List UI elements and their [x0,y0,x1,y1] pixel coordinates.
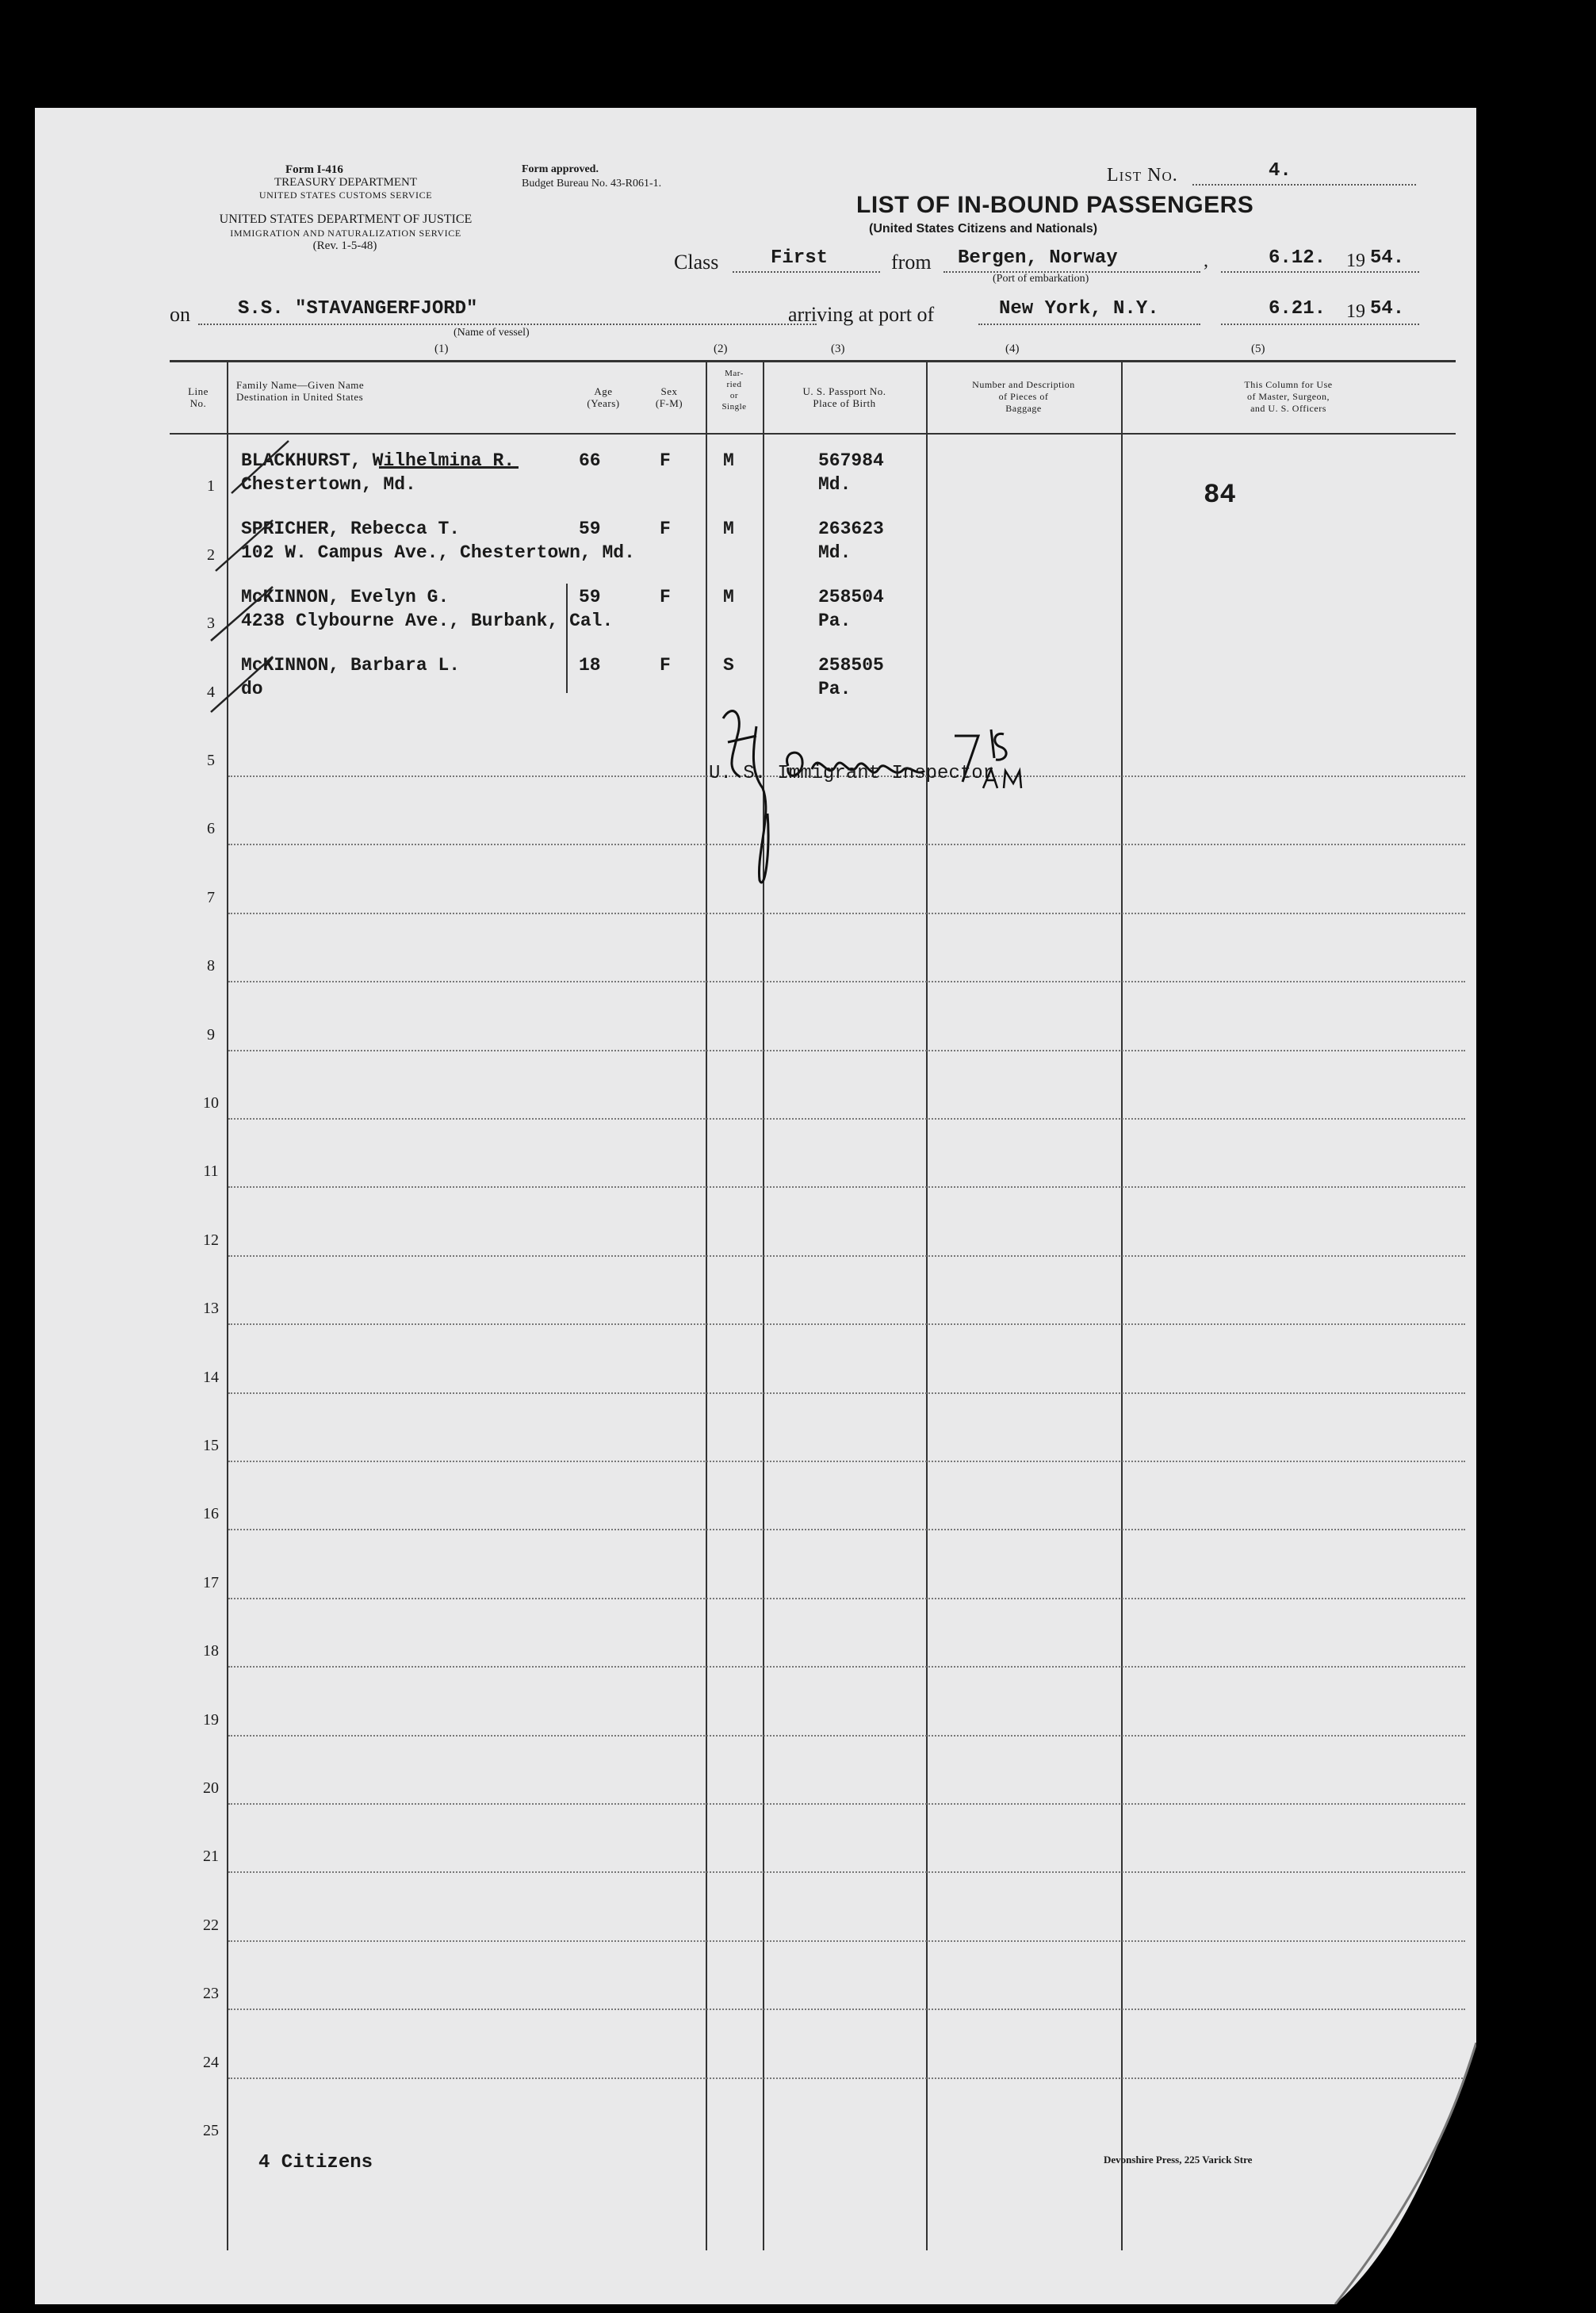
name-strikethrough [379,466,519,469]
col-divider-name [706,360,707,2250]
depart-year: 54. [1370,247,1405,269]
passenger-destination: do [241,679,263,699]
passenger-birthplace: Md. [818,474,852,495]
passenger-name: McKINNON, Barbara L. [241,655,461,676]
passenger-sex: F [660,450,671,471]
treasury-dept: TREASURY DEPARTMENT [274,176,418,189]
depart-year-prefix: 19 [1346,251,1365,271]
row-rule [228,1940,1465,1942]
embark-caption: (Port of embarkation) [993,273,1089,285]
line-number: 25 [203,2122,219,2139]
row-rule [228,1323,1465,1325]
arrival-date: 6.21. [1269,298,1326,320]
page-curl [1303,2043,1476,2304]
line-number: 11 [203,1162,219,1181]
arrival-year-prefix: 19 [1346,301,1365,322]
passenger-passport: 567984 [818,450,884,471]
total-citizens: 4 Citizens [258,2152,373,2173]
col-number-1: (1) [434,343,449,355]
passenger-marital: S [723,655,734,676]
line-number: 22 [203,1916,219,1934]
line-number: 18 [203,1642,219,1660]
passenger-passport: 258504 [818,587,884,607]
line-number: 10 [203,1094,219,1112]
row-rule [228,1186,1465,1188]
line-number: 21 [203,1848,219,1866]
row-rule [228,981,1465,982]
line-number: 16 [203,1505,219,1523]
vessel-underline [198,324,817,325]
line-number: 9 [207,1025,215,1044]
form-number: Form I-416 [285,163,343,176]
arrival-year: 54. [1370,298,1405,320]
printer-credit: Devonshire Press, 225 Varick Stre [1104,2154,1253,2166]
row-rule [228,2009,1465,2010]
passenger-marital: M [723,450,734,471]
hdr-passport: U. S. Passport No. Place of Birth [802,385,886,409]
row-rule [228,1666,1465,1668]
row-rule [228,1050,1465,1051]
ins-service: IMMIGRATION AND NATURALIZATION SERVICE [230,228,461,239]
col-divider-married [763,360,764,2250]
class-label: Class [674,251,719,274]
passenger-passport: 263623 [818,519,884,539]
passenger-destination: 102 W. Campus Ave., Chestertown, Md. [241,542,635,563]
hdr-baggage: Number and Description of Pieces of Baggage [972,379,1075,414]
line-number: 23 [203,1985,219,2003]
passenger-sex: F [660,587,671,607]
line-number: 2 [207,546,215,564]
row-rule [228,1118,1465,1120]
budget-bureau: Budget Bureau No. 43-R061-1. [522,178,662,190]
passenger-age: 59 [579,519,601,539]
manifest-page [35,108,1476,2304]
vessel-name: S.S. "STAVANGERFJORD" [238,298,478,320]
list-no-label: List No. [1107,165,1178,186]
col-divider-passport [926,360,928,2250]
row-rule [228,1735,1465,1737]
line-number: 4 [207,683,215,701]
row-rule [228,2077,1465,2079]
line-number: 5 [207,752,215,769]
col-number-3: (3) [831,343,845,355]
col-number-4: (4) [1005,343,1020,355]
hdr-officers: This Column for Use of Master, Surgeon, and U. S. Officers [1244,379,1333,414]
justice-dept: UNITED STATES DEPARTMENT OF JUSTICE [219,213,473,226]
line-number: 14 [203,1368,219,1386]
form-subtitle: (United States Citizens and Nationals) [869,222,1098,236]
row-rule [228,1255,1465,1257]
passenger-name: BLACKHURST, Wilhelmina R. [241,450,515,471]
passenger-name: McKINNON, Evelyn G. [241,587,450,607]
line-number: 1 [207,477,215,496]
form-approved: Form approved. [522,163,599,175]
revision-date: (Rev. 1-5-48) [312,239,377,252]
depart-date-underline [1221,271,1419,273]
row-rule [228,1529,1465,1530]
hdr-line-no: Line No. [188,385,209,409]
line-number: 12 [203,1231,219,1249]
form-title: LIST OF IN-BOUND PASSENGERS [856,192,1254,218]
inspector-stamp: U. S. Immigrant Inspector [709,763,995,784]
line-number: 17 [203,1573,219,1591]
passenger-destination: Chestertown, Md. [241,474,416,495]
arrival-port: New York, N.Y. [999,298,1159,320]
passenger-birthplace: Pa. [818,611,852,631]
row-rule [228,1803,1465,1805]
inspector-signature [709,695,1153,885]
arrival-port-underline [978,324,1200,325]
hdr-name: Family Name—Given Name Destination in United States [236,379,365,403]
list-no-value: 4. [1269,160,1292,182]
class-value: First [771,247,829,269]
vessel-caption: (Name of vessel) [454,327,530,339]
col-divider-line [227,360,228,2250]
line-number: 8 [207,957,215,975]
name-age-bracket [566,584,568,693]
comma-separator: , [1204,251,1208,271]
passenger-marital: M [723,587,734,607]
passenger-birthplace: Pa. [818,679,852,699]
table-top-rule [170,360,1456,362]
passenger-age: 59 [579,587,601,607]
passenger-passport: 258505 [818,655,884,676]
hdr-married: Mar- ried or Single [721,369,747,412]
on-label: on [170,303,190,326]
line-number: 13 [203,1300,219,1318]
row-rule [228,913,1465,914]
passenger-birthplace: Md. [818,542,852,563]
header-bottom-rule [170,433,1456,435]
hdr-age: Age (Years) [587,385,620,409]
line-number: 19 [203,1710,219,1729]
line-number: 6 [207,820,215,838]
row-rule [228,1598,1465,1599]
class-underline [733,271,880,273]
list-no-underline [1192,184,1416,186]
arrival-date-underline [1221,324,1419,325]
officer-note: 84 [1204,481,1236,511]
hdr-sex: Sex (F-M) [655,385,683,409]
col-number-5: (5) [1251,343,1265,355]
row-rule [228,1461,1465,1462]
line-number: 15 [203,1437,219,1454]
row-rule [228,1871,1465,1873]
line-number: 20 [203,1779,219,1797]
embark-port: Bergen, Norway [958,247,1118,269]
passenger-age: 18 [579,655,601,676]
arriving-label: arriving at port of [788,303,935,326]
passenger-sex: F [660,519,671,539]
passenger-name: SPRICHER, Rebecca T. [241,519,461,539]
line-number: 7 [207,888,215,906]
col-divider-baggage [1121,360,1123,2250]
from-label: from [891,251,932,274]
customs-service: UNITED STATES CUSTOMS SERVICE [258,190,433,201]
passenger-destination: 4238 Clybourne Ave., Burbank, Cal. [241,611,614,631]
passenger-sex: F [660,655,671,676]
passenger-marital: M [723,519,734,539]
passenger-age: 66 [579,450,601,471]
row-rule [228,1392,1465,1394]
line-number: 24 [203,2053,219,2071]
col-number-2: (2) [714,343,728,355]
line-number: 3 [207,615,215,633]
depart-date: 6.12. [1269,247,1326,269]
